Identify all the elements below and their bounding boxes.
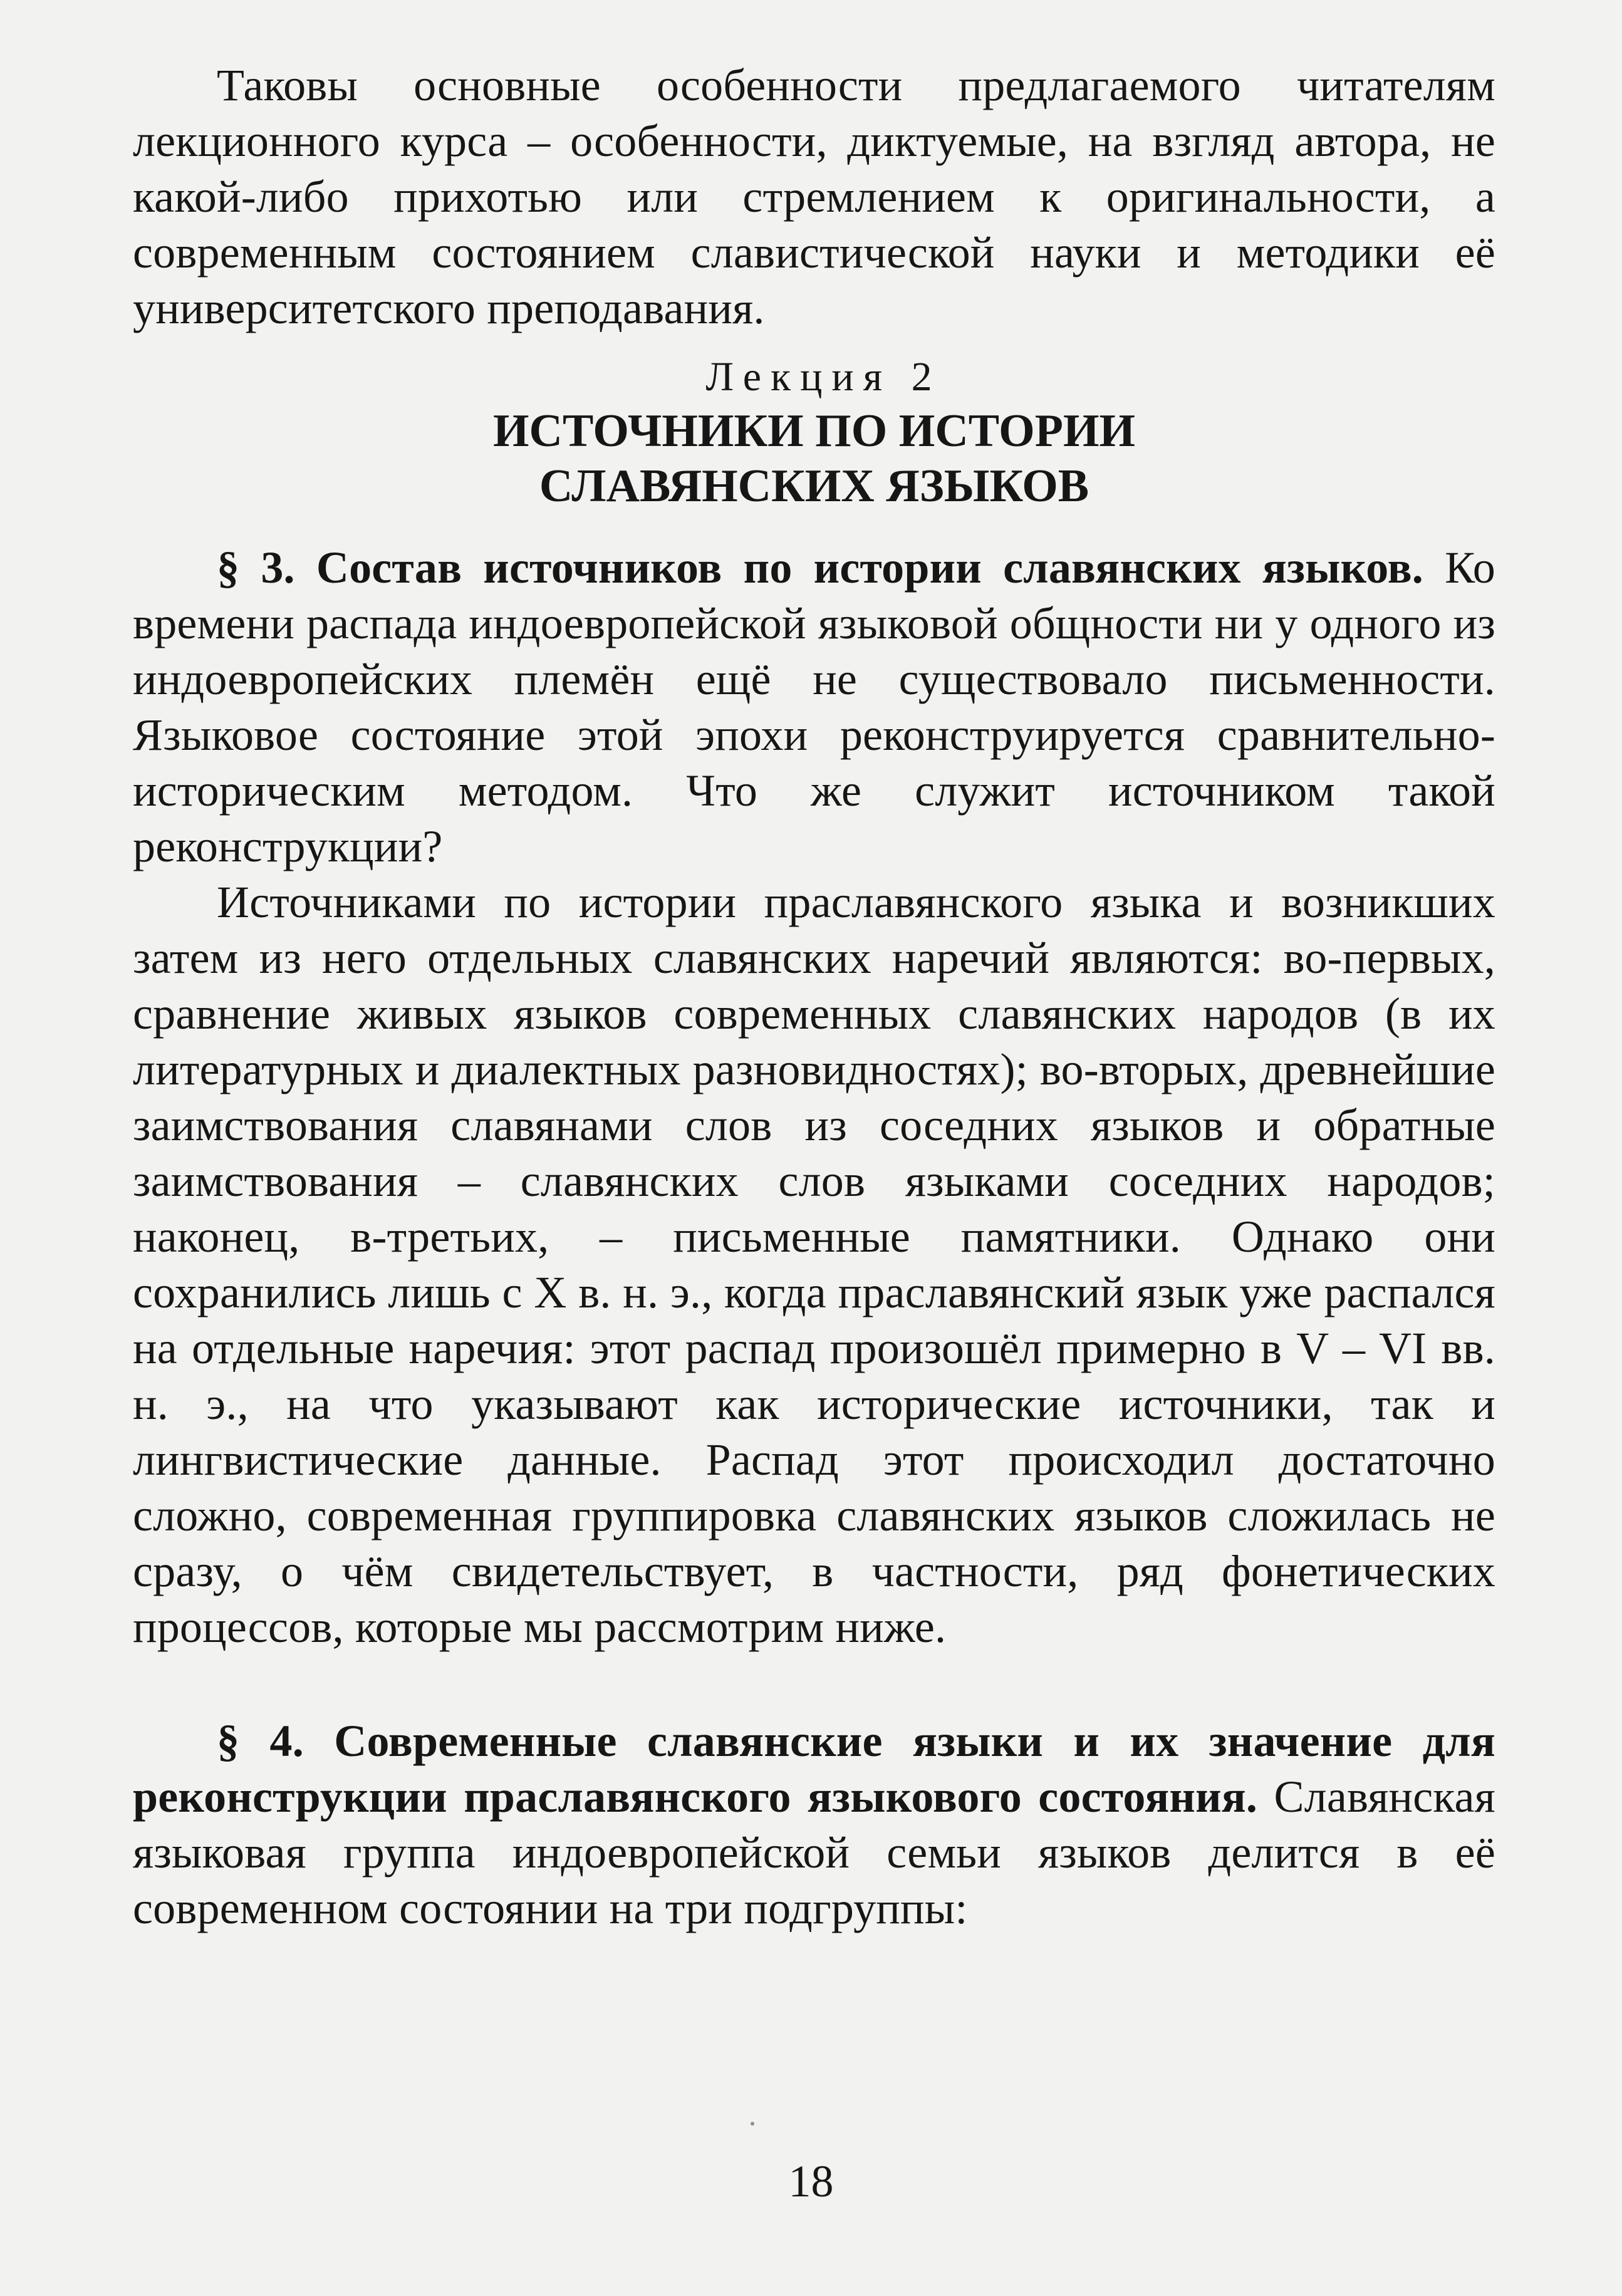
lecture-heading [133,351,1495,514]
section-3-block [133,540,1495,1655]
intro-paragraph-block [133,58,1495,336]
page-number: 18 [788,2156,834,2206]
section-4-paragraph [133,1713,1495,1936]
section-3-paragraph-2: Источниками по истории праславянского языка и возникших затем из него отдельных славянских наречий являются: во-первых, сравнение живых языков современных славянских народов (в их литературных и диалектных разновидностях); во-вторых, древнейшие заимствования славянами слов из соседних языков и обратные заимствования – славянских слов языками соседних народов; наконец, в-третьих, – письменные памятники. Однако они сохранились лишь с X в. н. э., когда праславянский язык уже распался на отдельные наречия: этот распад произошёл примерно в V – VI вв. н. э., на что указывают как исторические источники, так и лингвистические данные. Распад этот происходил достаточно сложно, современная группировка славянских языков сложилась не сразу, о чём свидетельствует, в частности, ряд фонетических процессов, которые мы рассмотрим ниже. [133,877,1495,1652]
section-3-text: Ко времени распада индоевропейской языковой общности ни у одного из индоевропейских племён ещё не существовало письменности. Языковое состояние этой эпохи реконструируется сравнительно-историческим методом. Что же служит источником такой реконструкции? [133,543,1495,871]
section-4-heading: § 4. Современные славянские языки и их значение для реконструкции праславянского языкового состояния. [133,1716,1495,1822]
section-3-paragraph-1 [133,540,1495,875]
section-4-text: Славянская языковая группа индоевропейской семьи языков делится в её современном состоянии на три подгруппы: [133,1772,1496,1933]
scan-dot [751,2122,754,2126]
lecture-title-line-1: ИСТОЧНИКИ ПО ИСТОРИИ [492,405,1136,457]
lecture-title-line-2: СЛАВЯНСКИХ ЯЗЫКОВ [539,460,1089,512]
section-4-block [133,1713,1495,1936]
lecture-number: Лекция 2 [705,354,942,400]
intro-paragraph: Таковы основные особенности предлагаемого читателям лекционного курса – особенности, диктуемые, на взгляд автора, не какой-либо прихотью или стремлением к оригинальности, а современным состоянием славистической науки и методики её университетского преподавания. [133,60,1495,333]
section-3-heading: § 3. Состав источников по истории славянских языков. [217,543,1423,593]
